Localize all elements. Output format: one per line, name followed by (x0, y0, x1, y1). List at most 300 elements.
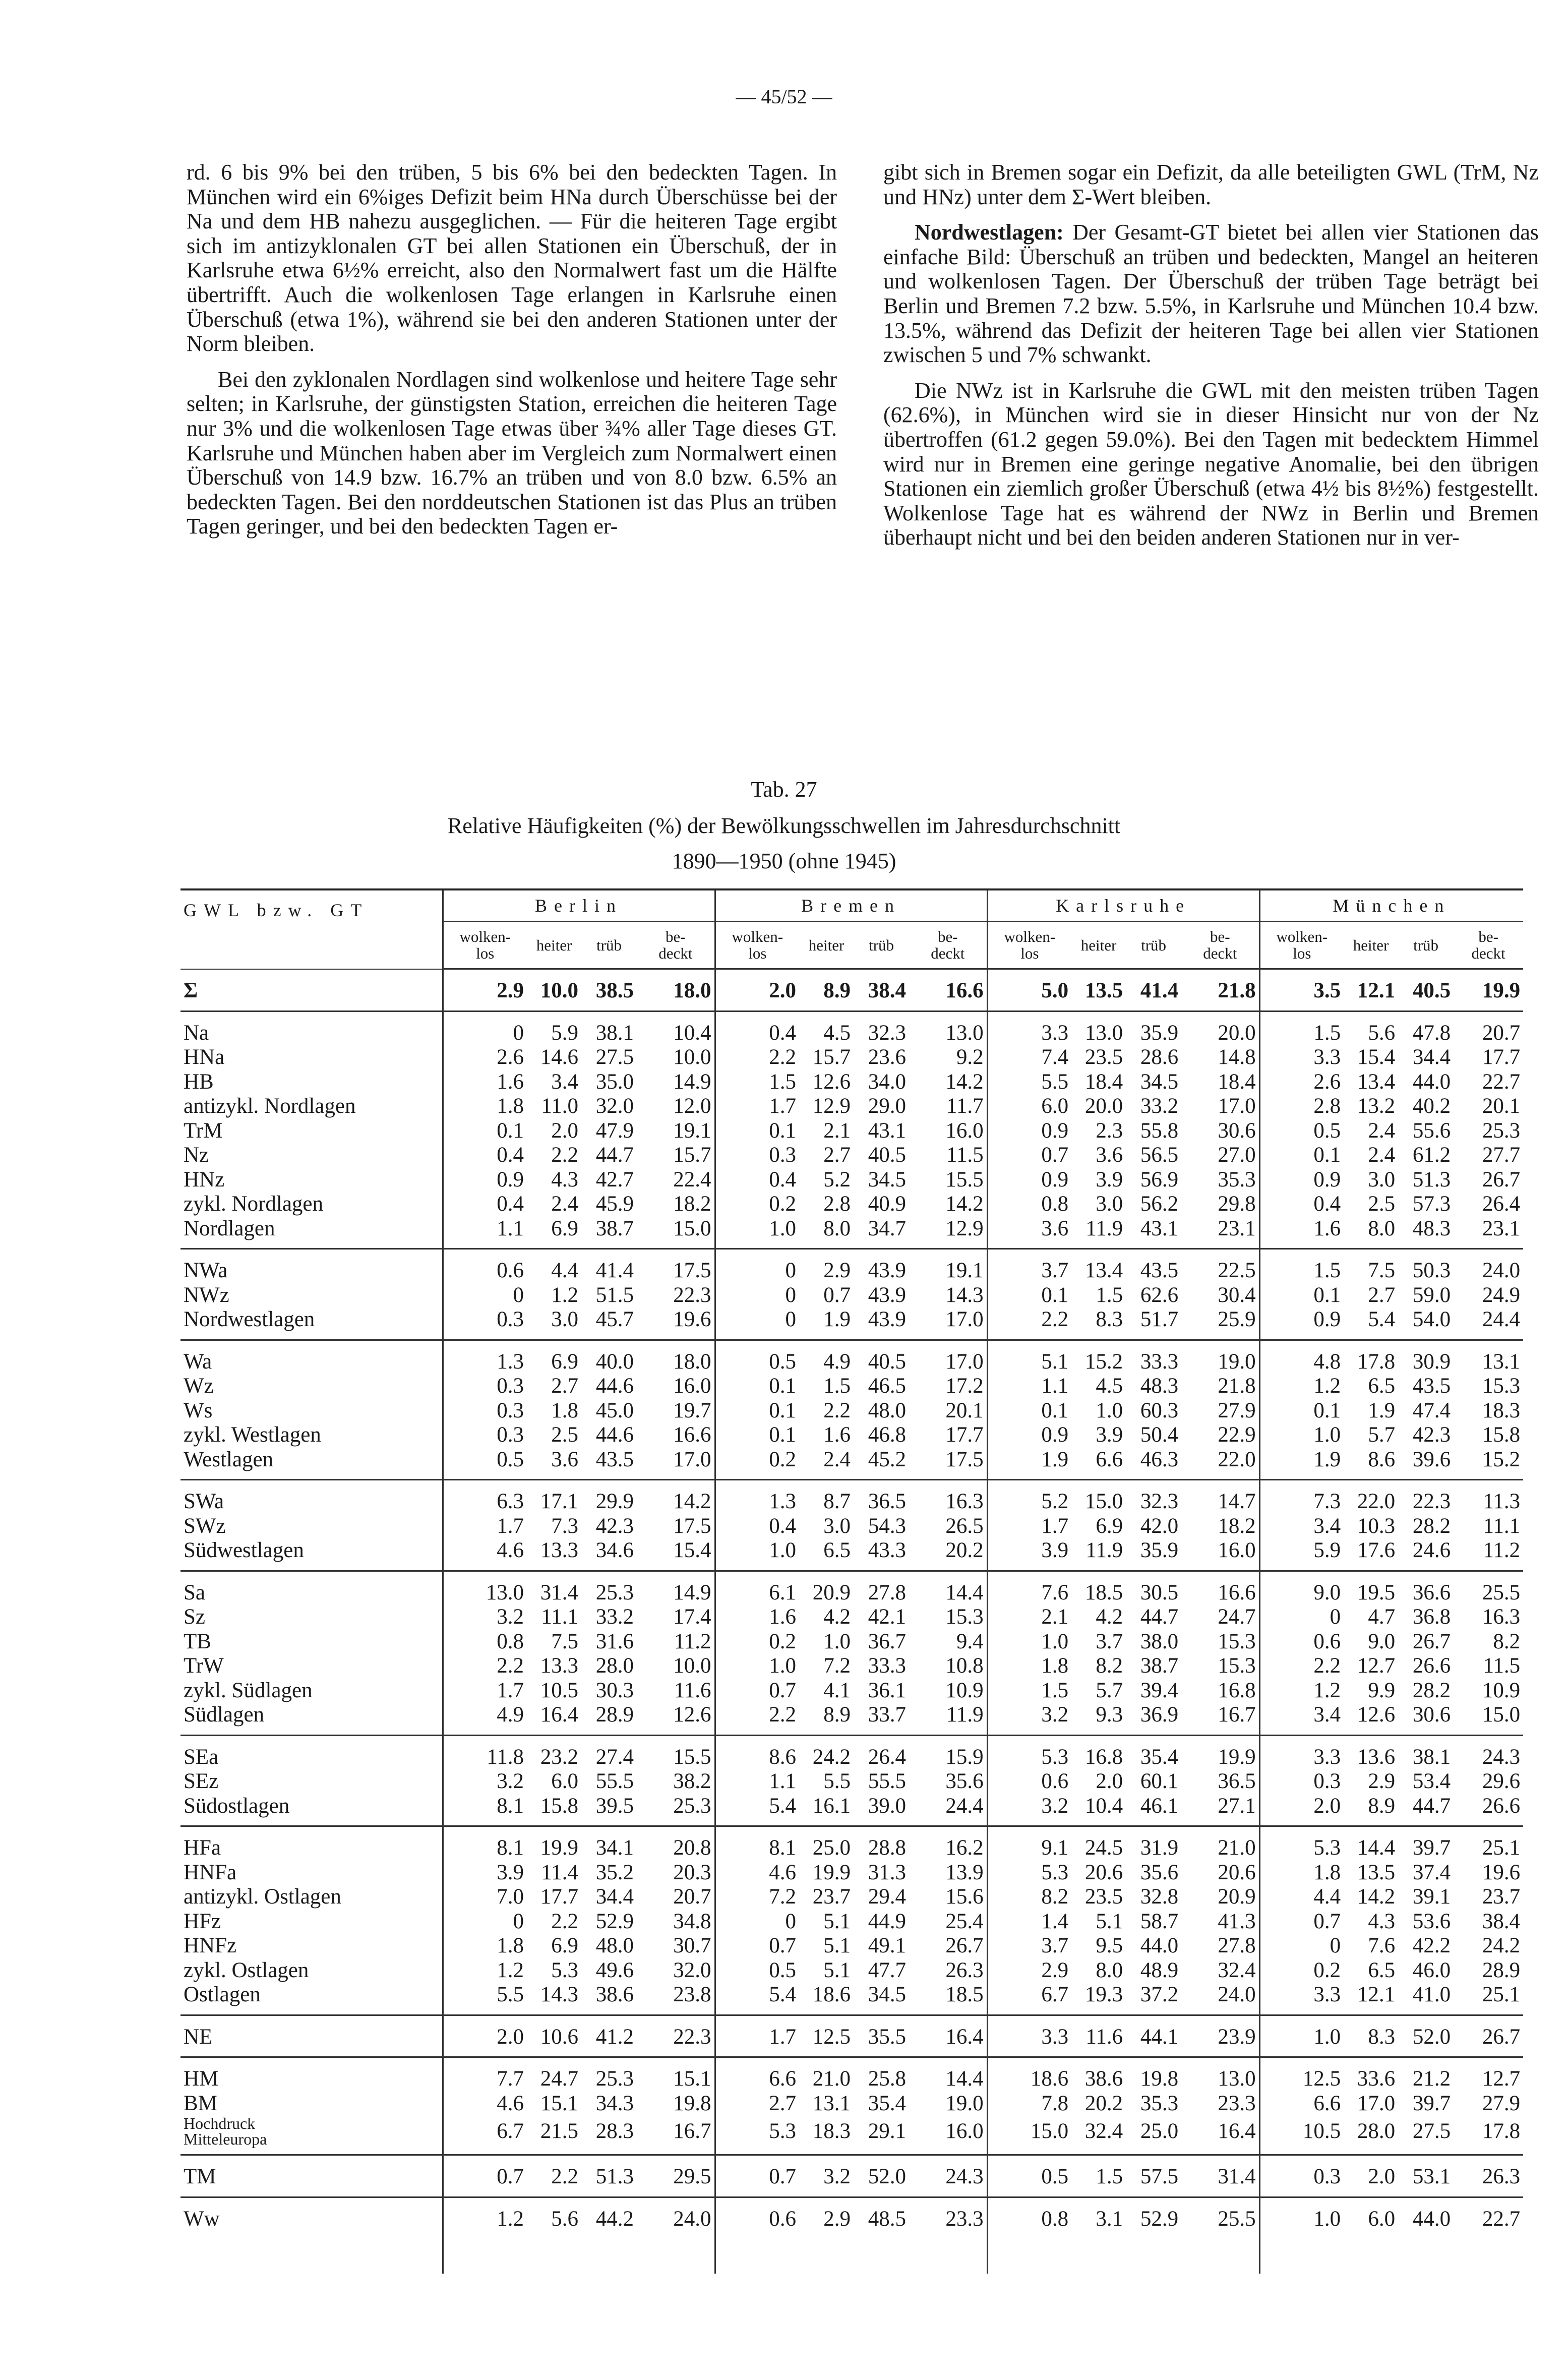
row-label: Nordwestlagen (184, 1307, 315, 1331)
empty-cell (715, 2238, 799, 2274)
table-cell: 11.9 (1085, 1538, 1123, 1562)
table-cell: 10.4 (637, 1011, 715, 1045)
table-cell: 14.6 (540, 1045, 578, 1069)
table-cell: 17.6 (1357, 1538, 1396, 1562)
table-cell: 2.2 (527, 2155, 581, 2197)
table-cell: 13.4 (1071, 1249, 1126, 1283)
table-cell: 50.4 (1140, 1423, 1179, 1447)
table-cell: 20.6 (1084, 1860, 1123, 1884)
table-cell: 32.3 (1126, 1480, 1181, 1514)
table-cell: 28.6 (1140, 1045, 1179, 1069)
table-cell: 44.9 (868, 1909, 907, 1933)
table-cell: 20.0 (1084, 1094, 1123, 1118)
table-cell: 9.1 (987, 1826, 1071, 1861)
table-cell: 23.3 (909, 2197, 987, 2238)
table-cell: 8.9 (823, 1703, 851, 1727)
table-cell: 42.3 (595, 1514, 634, 1538)
row-label: Südwestlagen (184, 1538, 304, 1562)
table-cell: 46.8 (868, 1423, 907, 1447)
table-cell: 6.1 (715, 1571, 799, 1605)
table-cell: 0.5 (715, 1340, 799, 1374)
table-cell: 39.0 (868, 1794, 907, 1818)
table-cell: 11.7 (946, 1094, 984, 1118)
table-cell: 16.7 (1218, 1703, 1256, 1727)
table-cell: 1.5 (1096, 1283, 1123, 1307)
table-cell: 24.0 (1218, 1983, 1256, 2006)
table-cell: 11.1 (1483, 1514, 1521, 1538)
table-cell: 14.4 (1344, 1826, 1398, 1861)
table-cell: 0.2 (715, 1630, 799, 1654)
table-cell: 18.6 (812, 1983, 851, 2006)
table-cell: 12.5 (1259, 2057, 1344, 2092)
table-cell: 36.6 (1398, 1571, 1454, 1605)
table-cell: 0.1 (987, 1283, 1071, 1308)
table-cell: 29.9 (581, 1480, 637, 1514)
station-header: München (1259, 889, 1523, 921)
table-cell: 0.3 (1259, 2155, 1344, 2197)
table-row (180, 1423, 1523, 1448)
empty-cell (1454, 2238, 1523, 2274)
row-label: HB (184, 1069, 214, 1094)
table-cell: 3.6 (1096, 1143, 1123, 1167)
table-cell: 43.5 (1412, 1374, 1451, 1398)
table-cell: 8.2 (1096, 1654, 1123, 1678)
table-cell: 30.5 (1126, 1571, 1181, 1605)
table-cell: 39.4 (1140, 1678, 1179, 1702)
table-cell: 3.4 (1259, 1703, 1344, 1735)
table-row (180, 1119, 1523, 1144)
paragraph: rd. 6 bis 9% bei den trüben, 5 bis 6% bei den bedeckten Tagen. In München wird ein 6%iges Defizit beim HNa durch Überschüsse bei der Na und dem HB nahezu ausgeglichen. — Für die heiteren Tage ergibt sich im antizyklonalen GT bei allen Stationen ein Überschuß, der in Karlsruhe etwa 6½% erreicht, also den Normalwert fast um die Hälfte übertrifft. Auch die wolkenlosen Tage erlangen in Karlsruhe einen Überschuß (etwa 1%), während sie bei den anderen Stationen unter der Norm bleiben. (187, 160, 837, 356)
table-cell: 39.7 (1412, 2091, 1451, 2115)
table-cell: 15.0 (1071, 1480, 1126, 1514)
table-cell: 20.3 (673, 1860, 711, 1884)
row-label: zykl. Ostlagen (184, 1958, 309, 1982)
column-subheader: wolken- los (715, 921, 799, 969)
table-cell: 20.9 (1218, 1885, 1256, 1909)
table-cell: 6.5 (823, 1538, 851, 1562)
table-cell: 17.0 (945, 1307, 984, 1331)
row-label: Ww (180, 2197, 443, 2238)
table-cell: 1.1 (715, 1769, 799, 1794)
table-cell: 21.8 (1218, 1374, 1256, 1398)
table-cell: 2.4 (823, 1447, 851, 1471)
table-cell: 33.2 (1140, 1094, 1179, 1118)
table-cell: 20.0 (1181, 1011, 1259, 1045)
table-cell: 2.0 (715, 969, 799, 1012)
table-cell: 4.9 (799, 1340, 854, 1374)
table-cell: 7.6 (1368, 1934, 1396, 1957)
table-cell: 0.3 (443, 1423, 527, 1448)
table-cell: 2.0 (443, 2015, 527, 2057)
table-cell: 13.0 (443, 1571, 527, 1605)
table-cell: 0.2 (715, 1448, 799, 1480)
table-cell: 9.3 (1096, 1703, 1123, 1727)
table-cell: 0 (715, 1307, 799, 1340)
table-cell: 0 (443, 1011, 527, 1045)
table-cell: 45.7 (595, 1307, 634, 1331)
table-cell: 17.7 (945, 1423, 984, 1447)
column-subheader: heiter (1344, 921, 1398, 969)
empty-cell (1344, 2238, 1398, 2274)
table-cell: 1.1 (987, 1374, 1071, 1399)
table-cell: 2.1 (823, 1118, 851, 1143)
table-cell: 44.2 (581, 2197, 637, 2238)
table-cell: 15.3 (945, 1605, 984, 1629)
table-cell: 7.2 (823, 1654, 851, 1678)
row-label: HNa (184, 1045, 225, 1069)
table-cell: 30.4 (1218, 1283, 1256, 1307)
table-cell: 0.1 (715, 1119, 799, 1144)
table-cell: 36.7 (868, 1629, 907, 1653)
table-cell: 43.9 (868, 1307, 907, 1331)
table-cell: 43.9 (854, 1249, 909, 1283)
table-cell: 25.3 (581, 1571, 637, 1605)
table-cell: 61.2 (1412, 1143, 1451, 1167)
table-cell: 0.6 (1259, 1630, 1344, 1654)
table-cell: 35.3 (1218, 1167, 1256, 1192)
table-cell: 34.3 (595, 2091, 634, 2115)
table-cell: 26.3 (1454, 2155, 1523, 2197)
table-cell: 3.2 (443, 1769, 527, 1794)
table-row (180, 1168, 1523, 1193)
table-row (180, 969, 1523, 1012)
table-cell: 18.4 (1084, 1069, 1123, 1094)
row-label: Hochdruck Mitteleuropa (184, 2114, 267, 2148)
table-cell: 1.3 (715, 1480, 799, 1514)
table-cell: 23.9 (1181, 2015, 1259, 2057)
gwl-column-header: GWL bzw. GT (180, 889, 443, 969)
table-cell: 8.7 (799, 1480, 854, 1514)
table-cell: 34.7 (868, 1216, 907, 1240)
table-cell: 15.7 (812, 1045, 851, 1069)
table-cell: 5.9 (1259, 1538, 1344, 1571)
table-cell: 19.9 (1482, 979, 1521, 1002)
table-cell: 0.2 (1259, 1958, 1344, 1983)
table-cell: 5.4 (715, 1983, 799, 2015)
table-cell: 0.3 (443, 1307, 527, 1340)
row-label: Na (180, 1011, 443, 1045)
table-cell: 4.2 (1096, 1605, 1123, 1629)
table-cell: 22.3 (673, 1283, 711, 1307)
table-cell: 35.5 (854, 2015, 909, 2057)
table-cell: 1.2 (443, 1958, 527, 1983)
table-cell: 1.8 (987, 1654, 1071, 1679)
table-cell: 1.5 (987, 1679, 1071, 1703)
table-cell: 3.3 (1259, 1045, 1344, 1070)
table-cell: 17.0 (909, 1340, 987, 1374)
table-cell: 33.3 (1126, 1340, 1181, 1374)
table-cell: 32.4 (1084, 2119, 1123, 2143)
table-cell: 4.8 (1259, 1340, 1344, 1374)
table-cell: 34.5 (868, 1167, 907, 1192)
table-cell: 1.7 (443, 1514, 527, 1539)
table-row (180, 1794, 1523, 1826)
table-cell: 20.8 (637, 1826, 715, 1861)
column-subheader: wolken- los (987, 921, 1071, 969)
table-cell: 53.4 (1412, 1769, 1451, 1793)
row-label: Südlagen (184, 1703, 265, 1727)
table-cell: 26.7 (1412, 1629, 1451, 1653)
table-cell: 5.1 (823, 1909, 851, 1933)
table-cell: 32.0 (673, 1958, 711, 1982)
table-cell: 56.5 (1140, 1143, 1179, 1167)
table-cell: 21.2 (1398, 2057, 1454, 2092)
table-cell: 1.2 (443, 2197, 527, 2238)
table-cell: 28.2 (1412, 1514, 1451, 1538)
table-cell: 13.3 (540, 1654, 578, 1678)
table-cell: 36.8 (1412, 1605, 1451, 1629)
table-cell: 11.6 (1071, 2015, 1126, 2057)
table-row (180, 1861, 1523, 1885)
table-cell: 44.1 (1126, 2015, 1181, 2057)
table-cell: 17.2 (945, 1374, 984, 1398)
table-cell: 4.6 (443, 1538, 527, 1571)
table-cell: 15.5 (637, 1735, 715, 1769)
column-subheader: trüb (1126, 921, 1181, 969)
table-cell: 11.1 (541, 1605, 578, 1629)
table-cell: 33.7 (868, 1703, 907, 1727)
table-cell: 2.2 (443, 1654, 527, 1679)
table-cell: 4.1 (823, 1678, 851, 1702)
table-cell: 25.3 (1482, 1118, 1521, 1143)
table-cell: 17.1 (527, 1480, 581, 1514)
table-cell: 0.9 (987, 1423, 1071, 1448)
table-cell: 23.2 (527, 1735, 581, 1769)
table-cell: 27.1 (1218, 1794, 1256, 1818)
table-cell: 19.9 (812, 1860, 851, 1884)
table-cell: 11.3 (1454, 1480, 1523, 1514)
table-cell: 0.3 (1259, 1769, 1344, 1794)
table-cell: 2.5 (551, 1423, 578, 1447)
table-cell: 0.4 (715, 1168, 799, 1193)
table-cell: 1.5 (1259, 1011, 1344, 1045)
table-cell: 8.1 (443, 1794, 527, 1826)
table-cell: 12.1 (1357, 1983, 1396, 2006)
table-cell: 31.9 (1126, 1826, 1181, 1861)
table-cell: 16.7 (673, 2119, 711, 2143)
table-cell: 5.9 (527, 1011, 581, 1045)
table-cell: 50.3 (1398, 1249, 1454, 1283)
table-cell: 8.2 (987, 1885, 1071, 1910)
table-cell: 0.1 (1259, 1283, 1344, 1308)
table-cell: 30.9 (1398, 1340, 1454, 1374)
table-cell: 40.5 (1412, 979, 1451, 1002)
table-cell: 41.4 (581, 1249, 637, 1283)
table-cell: 0.1 (443, 1119, 527, 1144)
table-cell: 28.9 (595, 1703, 634, 1727)
table-cell: 21.0 (1181, 1826, 1259, 1861)
empty-cell (527, 2238, 581, 2274)
table-row (180, 1885, 1523, 1910)
table-cell: 1.6 (443, 1070, 527, 1095)
table-cell: 25.5 (1181, 2197, 1259, 2238)
table-cell: 0.6 (443, 1249, 527, 1283)
table-cell: 40.5 (868, 1143, 907, 1167)
table-cell: 43.5 (595, 1447, 634, 1471)
table-cell: 19.3 (1084, 1983, 1123, 2006)
table-cell: 11.0 (541, 1094, 578, 1118)
table-cell: 3.7 (1096, 1629, 1123, 1653)
table-cell: 57.3 (1412, 1192, 1451, 1216)
table-cell: 3.9 (443, 1861, 527, 1885)
table-cell: 13.1 (812, 2091, 851, 2115)
table-cell: 2.2 (715, 1045, 799, 1070)
row-label: TM (180, 2155, 443, 2197)
table-cell: 17.8 (1344, 1340, 1398, 1374)
table-cell: 6.9 (527, 1340, 581, 1374)
table-cell: 58.7 (1140, 1909, 1179, 1933)
table-row (180, 2015, 1523, 2057)
row-label: TrM (184, 1118, 223, 1143)
station-header: Karlsruhe (987, 889, 1259, 921)
table-cell: 19.8 (673, 2091, 711, 2115)
table-cell: 11.9 (946, 1703, 984, 1727)
table-cell: 5.4 (715, 1794, 799, 1826)
table-cell: 4.3 (551, 1167, 578, 1192)
table-cell: 1.6 (715, 1605, 799, 1630)
table-cell: 25.1 (1454, 1826, 1523, 1861)
row-label: HNFz (184, 1934, 237, 1957)
table-cell: 0.7 (715, 1934, 799, 1958)
table-cell: 16.1 (812, 1794, 851, 1818)
table-cell: 8.3 (1344, 2015, 1398, 2057)
table-cell: 31.4 (1181, 2155, 1259, 2197)
table-cell: 13.5 (1357, 1860, 1396, 1884)
table-cell: 8.9 (823, 979, 851, 1002)
table-cell: 1.5 (1259, 1249, 1344, 1283)
row-label: Wz (184, 1374, 214, 1398)
column-subheader: wolken- los (443, 921, 527, 969)
column-subheader: wolken- los (1259, 921, 1344, 969)
row-label: zykl. Südlagen (184, 1678, 313, 1702)
table-cell: 0.1 (1259, 1143, 1344, 1168)
table-cell: 51.3 (1412, 1167, 1451, 1192)
row-label: BM (184, 2091, 217, 2115)
table-cell: 3.2 (987, 1703, 1071, 1735)
table-cell: 0.1 (1259, 1399, 1344, 1423)
empty-cell (581, 2238, 637, 2274)
table-cell: 2.4 (1368, 1118, 1396, 1143)
table-cell: 2.7 (551, 1374, 578, 1398)
table-cell: 55.5 (868, 1769, 907, 1793)
table-cell: 17.5 (637, 1249, 715, 1283)
empty-cell (637, 2238, 715, 2274)
table-row (180, 1340, 1523, 1374)
table-cell: 45.9 (595, 1192, 634, 1216)
table-cell: 27.4 (581, 1735, 637, 1769)
table-cell: 25.3 (673, 1794, 711, 1818)
table-cell: 8.0 (1368, 1216, 1396, 1240)
table-row (180, 1826, 1523, 1861)
table-cell: 1.7 (715, 2015, 799, 2057)
table-cell: 35.4 (868, 2091, 907, 2115)
table-row (180, 1307, 1523, 1340)
table-cell: 10.0 (673, 1654, 711, 1678)
table-cell: 48.3 (1140, 1374, 1179, 1398)
row-label: Ws (184, 1398, 213, 1422)
table-cell: 29.5 (637, 2155, 715, 2197)
table-cell: 1.7 (443, 1679, 527, 1703)
table-cell: 7.0 (443, 1885, 527, 1910)
table-cell: 15.9 (909, 1735, 987, 1769)
table-cell: 1.3 (443, 1340, 527, 1374)
table-cell: 18.2 (673, 1192, 711, 1216)
table-cell: 26.7 (1482, 1167, 1521, 1192)
table-cell: 2.6 (443, 1045, 527, 1070)
table-cell: 45.2 (868, 1447, 907, 1471)
right-text-column (883, 160, 1539, 561)
table-cell: 19.6 (1482, 1860, 1521, 1884)
table-cell: 46.5 (868, 1374, 907, 1398)
table-cell: 46.3 (1140, 1447, 1179, 1471)
table-cell: 0.1 (715, 1374, 799, 1399)
table-cell: 5.5 (443, 1983, 527, 2015)
table-cell: 10.5 (540, 1678, 578, 1702)
table-cell: 48.5 (854, 2197, 909, 2238)
table-cell: 13.4 (1357, 1069, 1396, 1094)
table-cell: 5.3 (551, 1958, 578, 1982)
table-cell: 25.5 (1454, 1571, 1523, 1605)
table-cell: 8.6 (715, 1735, 799, 1769)
table-cell: 0.3 (715, 1143, 799, 1168)
table-cell: 1.0 (823, 1629, 851, 1653)
row-label: NWa (180, 1249, 443, 1283)
table-cell: 60.3 (1140, 1398, 1179, 1422)
table-cell: 39.6 (1412, 1447, 1451, 1471)
table-cell: 5.4 (1368, 1307, 1396, 1331)
table-cell: 18.0 (673, 979, 711, 1002)
table-cell: 35.6 (945, 1769, 984, 1793)
table-cell: 0.2 (715, 1192, 799, 1217)
table-cell: 15.3 (1482, 1374, 1521, 1398)
table-cell: 2.2 (551, 1143, 578, 1167)
table-cell: 27.5 (1412, 2119, 1451, 2143)
table-cell: 0.8 (987, 1192, 1071, 1217)
table-cell: 1.8 (551, 1398, 578, 1422)
table-cell: 30.3 (595, 1678, 634, 1702)
paragraph (883, 220, 1539, 368)
column-subheader: be- deckt (637, 921, 715, 969)
table-cell: 3.7 (987, 1249, 1071, 1283)
table-cell: 22.3 (1398, 1480, 1454, 1514)
table-cell: 15.3 (1218, 1654, 1256, 1678)
table-cell: 1.0 (1096, 1398, 1123, 1422)
table-cell: 14.4 (909, 1571, 987, 1605)
table-cell: 7.4 (987, 1045, 1071, 1070)
table-cell: 21.8 (1218, 979, 1256, 1002)
table-row (180, 1571, 1523, 1605)
table-cell: 1.6 (823, 1423, 851, 1447)
table-cell: 16.4 (909, 2015, 987, 2057)
table-cell: 11.4 (541, 1860, 578, 1884)
table-cell: 3.3 (1259, 1735, 1344, 1769)
table-cell: 0.7 (823, 1283, 851, 1307)
table-cell: 24.3 (1454, 1735, 1523, 1769)
table-cell: 6.9 (551, 1216, 578, 1240)
table-row (180, 1399, 1523, 1423)
table-cell: 28.8 (854, 1826, 909, 1861)
table-row (180, 1934, 1523, 1958)
table-cell: 26.7 (945, 1934, 984, 1957)
table-cell: 22.0 (1218, 1447, 1256, 1471)
row-label: antizykl. Ostlagen (184, 1885, 341, 1909)
table-cell: 1.0 (1259, 1423, 1344, 1448)
table-cell: 23.8 (673, 1983, 711, 2006)
table-cell: 54.3 (868, 1514, 907, 1538)
table-cell: 11.9 (1085, 1216, 1123, 1240)
table-cell: 49.1 (868, 1934, 907, 1957)
table-cell: 25.9 (1218, 1307, 1256, 1331)
